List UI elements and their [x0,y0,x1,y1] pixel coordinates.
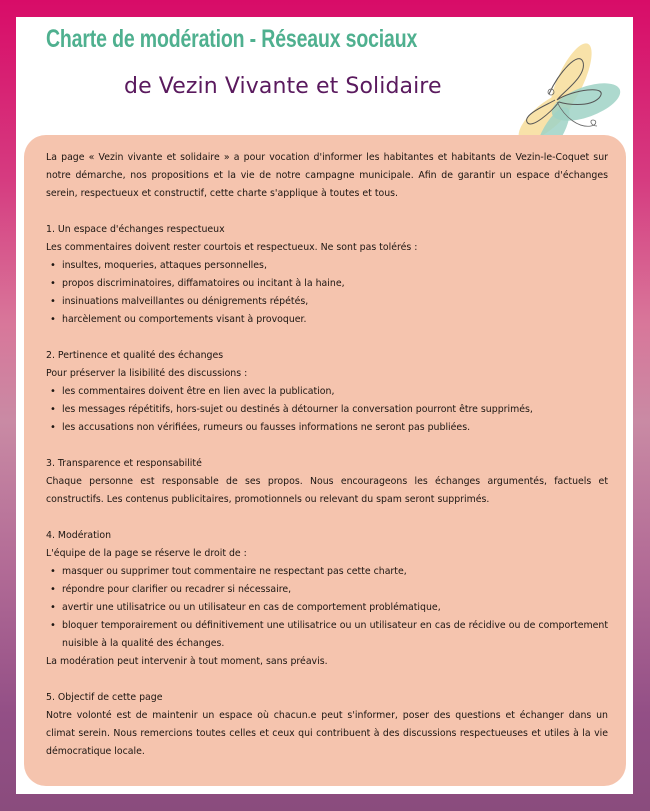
section-2-title: 2. Pertinence et qualité des échanges [46,350,224,361]
section-2-list [46,383,608,437]
intro-paragraph: La page « Vezin vivante et solidaire » a pour vocation d'informer les habitantes et habitants de Vezin-le-Coquet sur notre démarche, nos propositions et la vie de notre campagne municipale. Afin de garantir un espace d'échanges serein, respectueux et constructif, cette charte s'applique à toutes et tous. [46,152,608,199]
section-4-list [46,563,608,653]
section-3-title: 3. Transparence et responsabilité [46,458,202,469]
section-1-lead: Les commentaires doivent rester courtois et respectueux. Ne sont pas tolérés : [46,242,418,253]
charter-content [46,149,608,761]
list-item: • masquer ou supprimer tout commentaire ne respectant pas cette charte, [62,563,608,581]
list-item: • répondre pour clarifier ou recadrer si nécessaire, [62,581,608,599]
list-item: • les accusations non vérifiées, rumeurs ou fausses informations ne seront pas publiées. [62,419,608,437]
list-item: • avertir une utilisatrice ou un utilisateur en cas de comportement problématique, [62,599,608,617]
section-5-body: Notre volonté est de maintenir un espace où chacun.e peut s'informer, poser des questions et échanger dans un climat serein. Nous remercions toutes celles et ceux qui contribuent à des discussions respectueuses et utiles à la vie démocratique locale. [46,710,608,757]
charter-content-box [24,135,626,786]
dragonfly-logo-icon [501,32,621,142]
list-item: • insultes, moqueries, attaques personnelles, [62,257,608,275]
section-5-title: 5. Objectif de cette page [46,692,163,703]
section-2-lead: Pour préserver la lisibilité des discussions : [46,368,248,379]
section-4-footer: La modération peut intervenir à tout moment, sans préavis. [46,656,328,667]
document-title: Charte de modération - Réseaux sociaux [46,25,418,53]
document-page [16,17,633,794]
list-item: • les commentaires doivent être en lien avec la publication, [62,383,608,401]
section-4-lead: L'équipe de la page se réserve le droit de : [46,548,247,559]
list-item: • les messages répétitifs, hors-sujet ou destinés à détourner la conversation pourront être supprimés, [62,401,608,419]
section-1-title: 1. Un espace d'échanges respectueux [46,224,225,235]
list-item: • insinuations malveillantes ou dénigrements répétés, [62,293,608,311]
list-item: • propos discriminatoires, diffamatoires ou incitant à la haine, [62,275,608,293]
list-item: • harcèlement ou comportements visant à provoquer. [62,311,608,329]
section-3-body: Chaque personne est responsable de ses propos. Nous encourageons les échanges argumentés, factuels et constructifs. Les contenus publicitaires, promotionnels ou relevant du spam seront supprimés. [46,476,608,505]
list-item: • bloquer temporairement ou définitivement une utilisatrice ou un utilisateur en cas de récidive ou de comportement nuisible à la qualité des échanges. [62,617,608,653]
section-4-title: 4. Modération [46,530,112,541]
document-subtitle: de Vezin Vivante et Solidaire [124,74,442,99]
section-1-list [46,257,608,329]
